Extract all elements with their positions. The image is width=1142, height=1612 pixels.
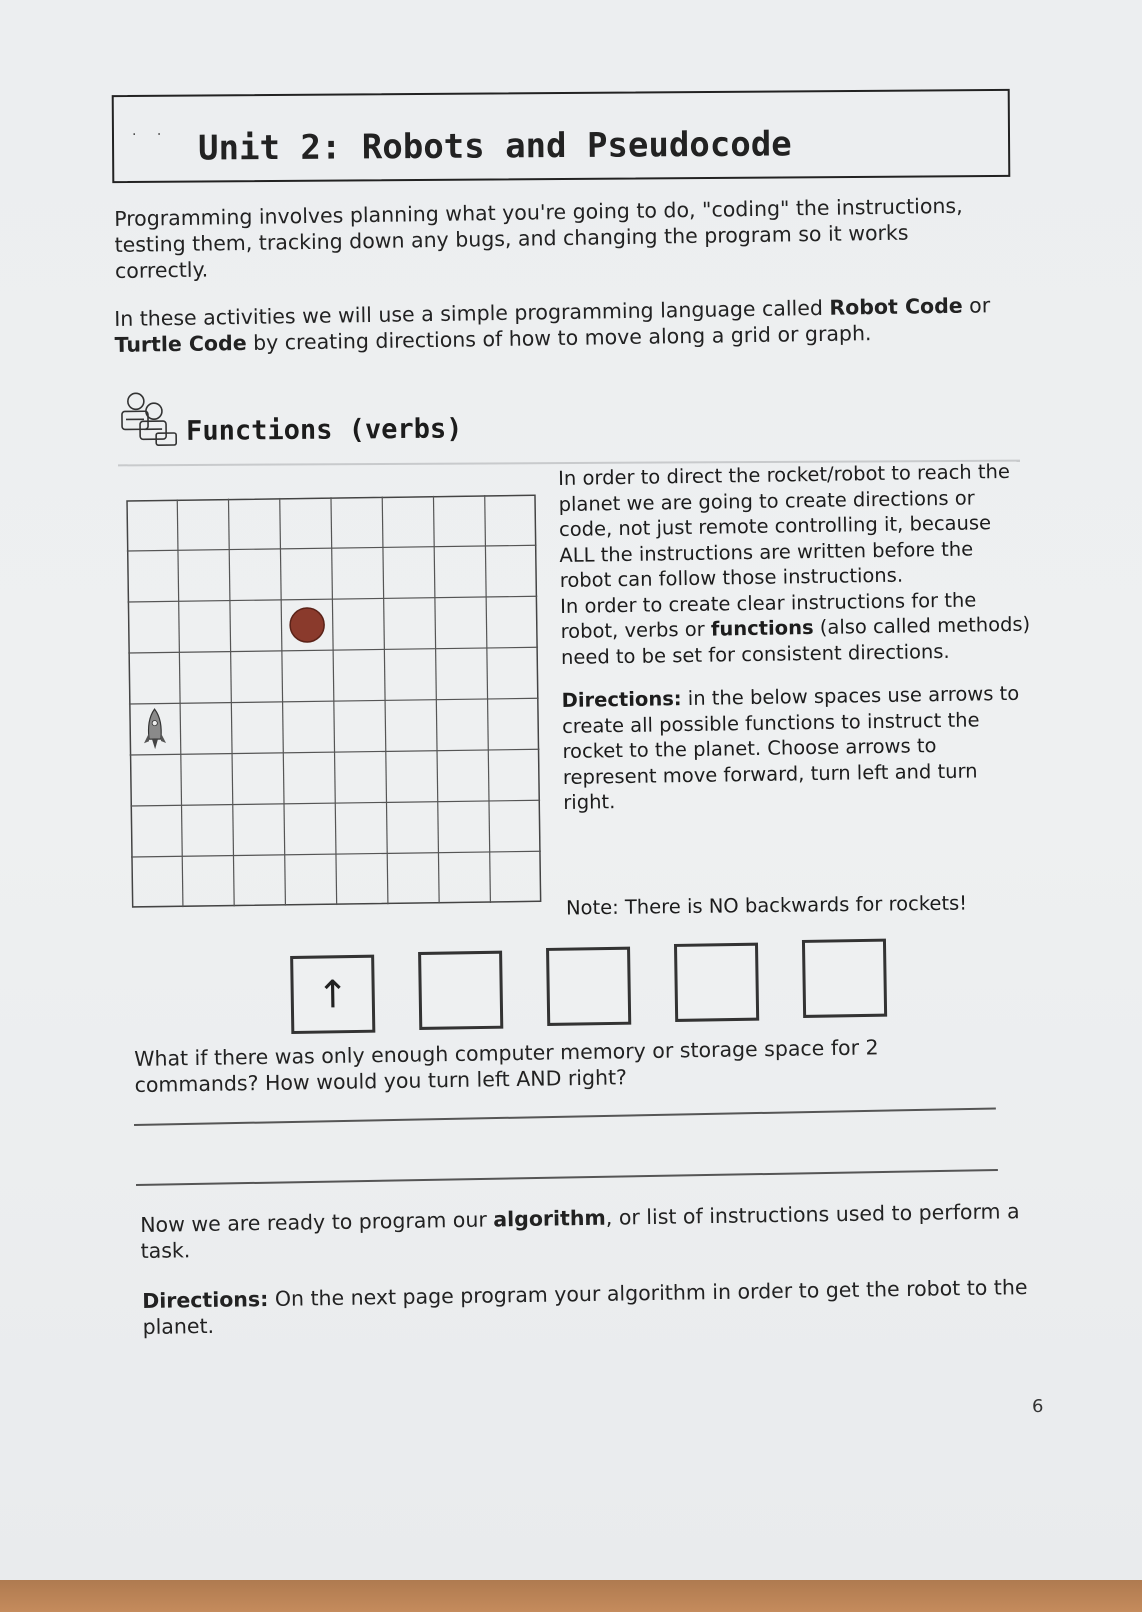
intro-paragraph-2 bbox=[114, 292, 995, 358]
page-number: 6 bbox=[1032, 1396, 1044, 1417]
rocket-icon bbox=[144, 709, 167, 749]
function-boxes bbox=[290, 938, 911, 1038]
title-box bbox=[112, 89, 1011, 183]
section-header bbox=[116, 386, 463, 449]
movement-grid bbox=[126, 494, 542, 908]
instructions-panel bbox=[558, 459, 1033, 816]
function-box-3[interactable] bbox=[546, 947, 631, 1026]
intro-p2-end: by creating directions of how to move along a grid or graph. bbox=[246, 321, 872, 355]
intro-p2-mid: or bbox=[962, 293, 991, 318]
intro-p2-start: In these activities we will use a simple programming language called bbox=[114, 295, 830, 331]
answer-line-2[interactable] bbox=[136, 1169, 998, 1186]
turtle-code-term: Turtle Code bbox=[114, 330, 247, 357]
answer-line-1[interactable] bbox=[134, 1107, 996, 1125]
algorithm-p-end: , or list of instructions used to perform a task. bbox=[140, 1199, 1020, 1263]
robots-icon bbox=[116, 389, 185, 450]
memory-question: What if there was only enough computer memory or storage space for 2 commands? How would you turn left AND right? bbox=[134, 1035, 879, 1097]
side-directions bbox=[561, 681, 1033, 816]
title-dots: . . bbox=[131, 122, 170, 139]
side-paragraph-2 bbox=[560, 586, 1031, 670]
directions-label: Directions: bbox=[561, 687, 682, 712]
grid-panel bbox=[126, 494, 542, 908]
function-box-4[interactable] bbox=[674, 943, 759, 1022]
page-title: Unit 2: Robots and Pseudocode bbox=[197, 124, 792, 169]
up-arrow-icon: ↑ bbox=[316, 972, 349, 1017]
section-title: Functions (verbs) bbox=[185, 413, 463, 447]
algorithm-p-start: Now we are ready to program our bbox=[140, 1207, 494, 1237]
algorithm-term: algorithm bbox=[493, 1205, 606, 1232]
side-paragraph-1: In order to direct the rocket/robot to reach the planet we are going to create directions or code, not just remote controlling it, because ALL the instructions are written before the robot can follow those instructions. bbox=[558, 459, 1011, 592]
rocket-note: Note: There is NO backwards for rockets! bbox=[565, 891, 968, 920]
grid-lines bbox=[126, 494, 542, 908]
final-directions bbox=[142, 1274, 1033, 1340]
side-directions-text: in the below spaces use arrows to create all possible functions to instruct the rocket to the planet. Choose arrows to represent move forward, turn left and turn right. bbox=[561, 681, 1020, 814]
function-box-1[interactable] bbox=[290, 955, 375, 1034]
function-box-5[interactable] bbox=[802, 939, 887, 1018]
algorithm-paragraph bbox=[140, 1198, 1041, 1264]
final-directions-text: On the next page program your algorithm in order to get the robot to the planet. bbox=[142, 1275, 1028, 1339]
side-p2-start: In order to create clear instructions for the robot, verbs or bbox=[560, 587, 977, 643]
robot-code-term: Robot Code bbox=[829, 293, 963, 320]
function-box-2[interactable] bbox=[418, 951, 503, 1030]
functions-term: functions bbox=[710, 616, 814, 641]
planet-marker bbox=[290, 608, 324, 642]
intro-paragraph-1-text: Programming involves planning what you're going to do, "coding" the instructions, testing them, tracking down any bugs, and changing the program so it works correctly. bbox=[114, 193, 963, 283]
final-directions-label: Directions: bbox=[142, 1287, 269, 1313]
side-p2-end: (also called methods) need to be set for consistent directions. bbox=[560, 612, 1031, 669]
intro-paragraph-1 bbox=[114, 192, 995, 284]
